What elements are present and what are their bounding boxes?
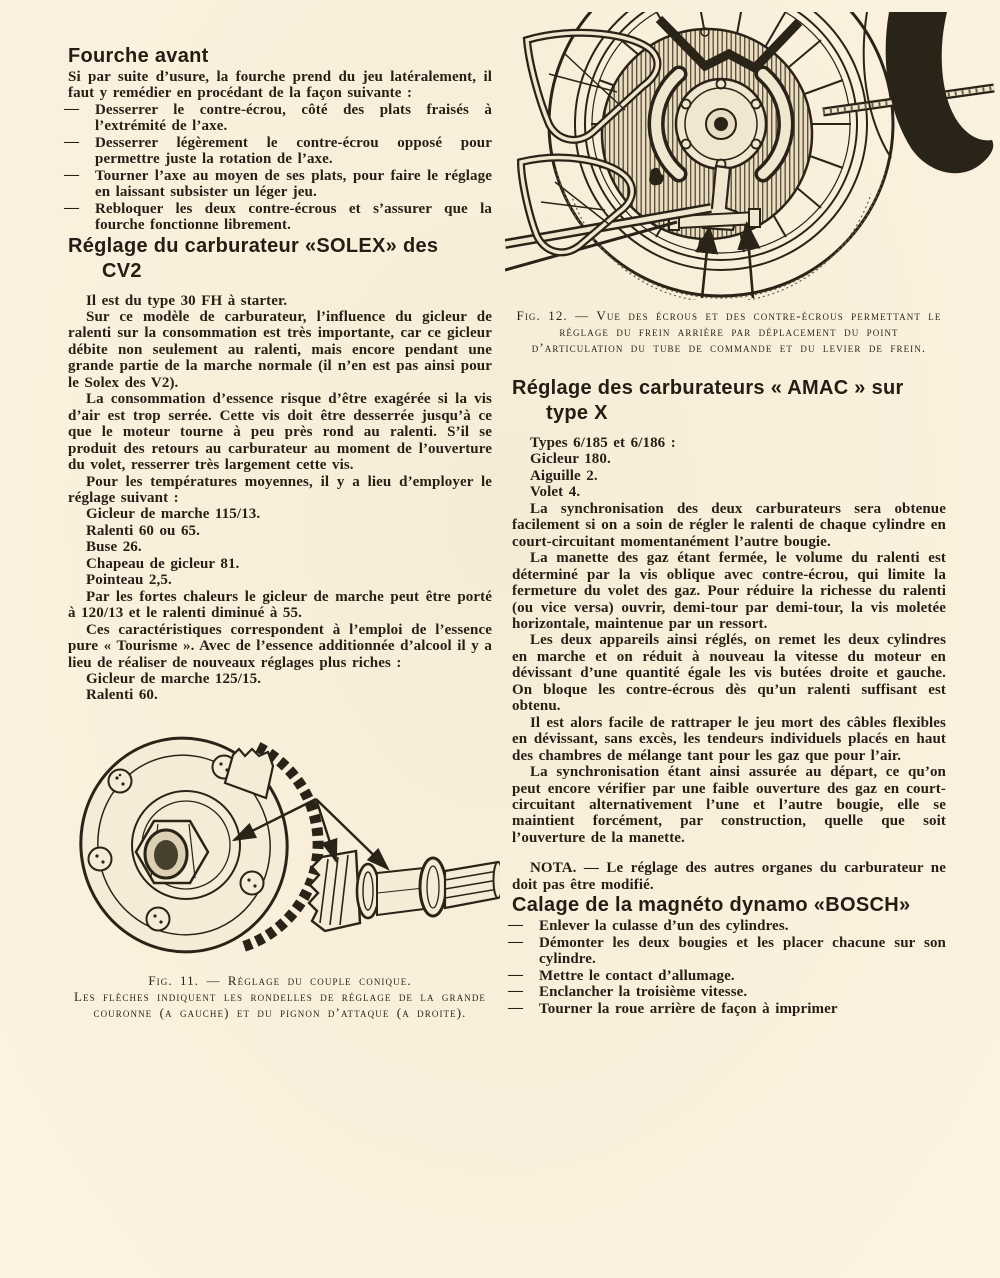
heading-line: Réglage du carburateur «SOLEX» des (68, 234, 439, 257)
section-heading-fourche-avant: Fourche avant (68, 45, 209, 67)
list-item-text: Démonter les deux bougies et les placer chacune sur son cylindre. (539, 934, 946, 968)
paragraph: La manette des gaz étant fermée, le volume du ralenti est déterminé par la vis oblique avec contre-écrou, qui limite la fermeture du volet des gaz. Pour réduire la richesse du ralenti (ou vice versa) ouvrir, demi-tour par demi-tour, la vis moletée horizontale, maintenue par un ressort. (512, 550, 946, 632)
spec-line: Ralenti 60 ou 65. (86, 522, 201, 539)
fig12-rear-wheel-illustration (505, 12, 997, 300)
dash-marker: — (508, 966, 524, 983)
list-item (508, 917, 946, 935)
rear-wheel (549, 12, 893, 300)
paragraph: Par les fortes chaleurs le gicleur de marche peut être porté à 120/13 et le ralenti diminué à 55. (68, 588, 492, 622)
heading-line: type X (546, 402, 608, 424)
section-heading-solex (68, 234, 492, 284)
spec-line: Buse 26. (86, 539, 142, 556)
fig12-caption: Fig. 12. — Vue des écrous et des contre-écrous permettant le réglage du frein arrière par déplacement du point d’articulation du tube de commande et du levier de frein. (516, 308, 942, 355)
nota-paragraph: NOTA. — Le réglage des autres organes du carburateur ne doit pas être modifié. (512, 860, 946, 893)
fig12-drawing (505, 12, 997, 300)
spec-line: Ralenti 60. (86, 687, 158, 704)
list-item-text: Enclancher la troisième vitesse. (539, 984, 748, 1001)
list-item-text: Tourner l’axe au moyen de ses plats, pour faire le réglage en laissant subsister un léger jeu. (95, 167, 492, 201)
fig11-caption-text: Les flèches indiquent les rondelles de réglage de la grande couronne (a gauche) et du pignon d’attaque (a droite). (73, 988, 487, 1020)
paragraph-fourche-intro: Si par suite d’usure, la fourche prend du jeu latéralement, il faut y remédier en procédant de la façon suivante : (68, 69, 492, 102)
spec-line: Chapeau de gicleur 81. (86, 555, 240, 572)
list-item (508, 999, 946, 1017)
list-item (64, 100, 492, 135)
fig11-couple-conique-illustration (62, 725, 500, 963)
section-heading-amac (512, 376, 946, 426)
list-item (508, 966, 946, 984)
list-item (64, 199, 492, 234)
spec-line: Volet 4. (530, 484, 581, 501)
paragraph: La consommation d’essence risque d’être exagérée si la vis d’air est trop serrée. Cette vis doit être desserrée jusqu’à ce que le moteur tourne à peu près rond au ralenti. S’il se produit des retours au carburateur au moment de l’ouverture du volet, resserrer très largement cette vis. (68, 391, 492, 474)
spec-line: Gicleur 180. (530, 451, 611, 468)
fig11-drawing (62, 725, 500, 963)
list-item-text: Enlever la culasse d’un des cylindres. (539, 918, 789, 935)
list-item (64, 133, 492, 168)
list-item-text: Tourner la roue arrière de façon à imprimer (539, 1000, 838, 1017)
spec-line: Gicleur de marche 115/13. (86, 506, 261, 523)
spec-line: Aiguille 2. (530, 467, 598, 484)
left-column (64, 44, 492, 1021)
dash-marker: — (508, 983, 524, 1000)
hub-boss (132, 791, 240, 899)
dash-marker: — (64, 100, 80, 117)
spec-line: Types 6/185 et 6/186 : (530, 435, 676, 451)
paragraph: Sur ce modèle de carburateur, l’influence du gicleur de ralenti sur la consommation est très importante, car ce gicleur débite non seulement au ralenti, mais encore pendant une grande partie de la marche normale (il n’en est pas ainsi pour le Solex des V2). (68, 308, 492, 391)
paragraph: La synchronisation étant ainsi assurée au départ, ce qu’on peut encore vérifier par une faible ouverture des gaz en court-circuitant alternativement l’une et l’autre bougie, elle se maintient forcément, par construction, quelle que soit l’ouverture de la manette. (512, 764, 946, 846)
list-item-text: Mettre le contact d’allumage. (539, 967, 735, 984)
fig11-caption-title: Fig. 11. — Réglage du couple conique. (148, 972, 412, 988)
dash-marker: — (64, 133, 80, 150)
section-heading-bosch: Calage de la magnéto dynamo «BOSCH» (512, 894, 911, 917)
list-item-text: Desserrer le contre-écrou, côté des plats fraisés à l’extrémité de l’axe. (95, 101, 492, 135)
list-item-text: Rebloquer les deux contre-écrous et s’assurer que la fourche fonctionne librement. (95, 200, 492, 234)
list-item (64, 166, 492, 201)
spec-line: Gicleur de marche 125/15. (86, 670, 262, 687)
dash-marker: — (64, 166, 80, 183)
heading-line: CV2 (102, 259, 142, 282)
dash-marker: — (64, 199, 80, 216)
spec-line: Pointeau 2,5. (86, 572, 172, 589)
pinion-shaft (309, 851, 500, 931)
list-item (508, 933, 946, 968)
right-column (508, 12, 946, 1017)
paragraph: Ces caractéristiques correspondent à l’emploi de l’essence pure « Tourisme ». Avec de l’essence additionnée d’alcool il y a lieu de réaliser de nouveaux réglages plus riches : (68, 621, 492, 671)
paragraph: Pour les températures moyennes, il y a lieu d’employer le réglage suivant : (68, 473, 492, 506)
paragraph: Les deux appareils ainsi réglés, on remet les deux cylindres en marche et on réduit à nouveau la vitesse du moteur en dévissant d’une quantité égale les vis butées droite et gauche. On bloque les contre-écrous dès qu’un ralenti suffisant est obtenu. (512, 632, 946, 715)
heading-line: Réglage des carburateurs « AMAC » sur (512, 377, 904, 399)
dash-marker: — (508, 917, 524, 934)
dash-marker: — (508, 933, 524, 950)
fig11-caption (70, 973, 490, 1021)
paragraph: Il est alors facile de rattraper le jeu mort des câbles flexibles en dévissant, sans excès, les tendeurs individuels placés en haut des chambres de mélange tant pour les gaz que pour l’air. (512, 714, 946, 764)
list-item (508, 983, 946, 1001)
paragraph: Il est du type 30 FH à starter. (86, 292, 288, 309)
dash-marker: — (508, 999, 524, 1016)
list-item-text: Desserrer légèrement le contre-écrou opposé pour permettre juste la rotation de l’axe. (95, 134, 492, 168)
paragraph: La synchronisation des deux carburateurs sera obtenue facilement si on a soin de régler le ralenti de chaque cylindre en court-circuitant momentanément l’autre bougie. (512, 500, 946, 550)
